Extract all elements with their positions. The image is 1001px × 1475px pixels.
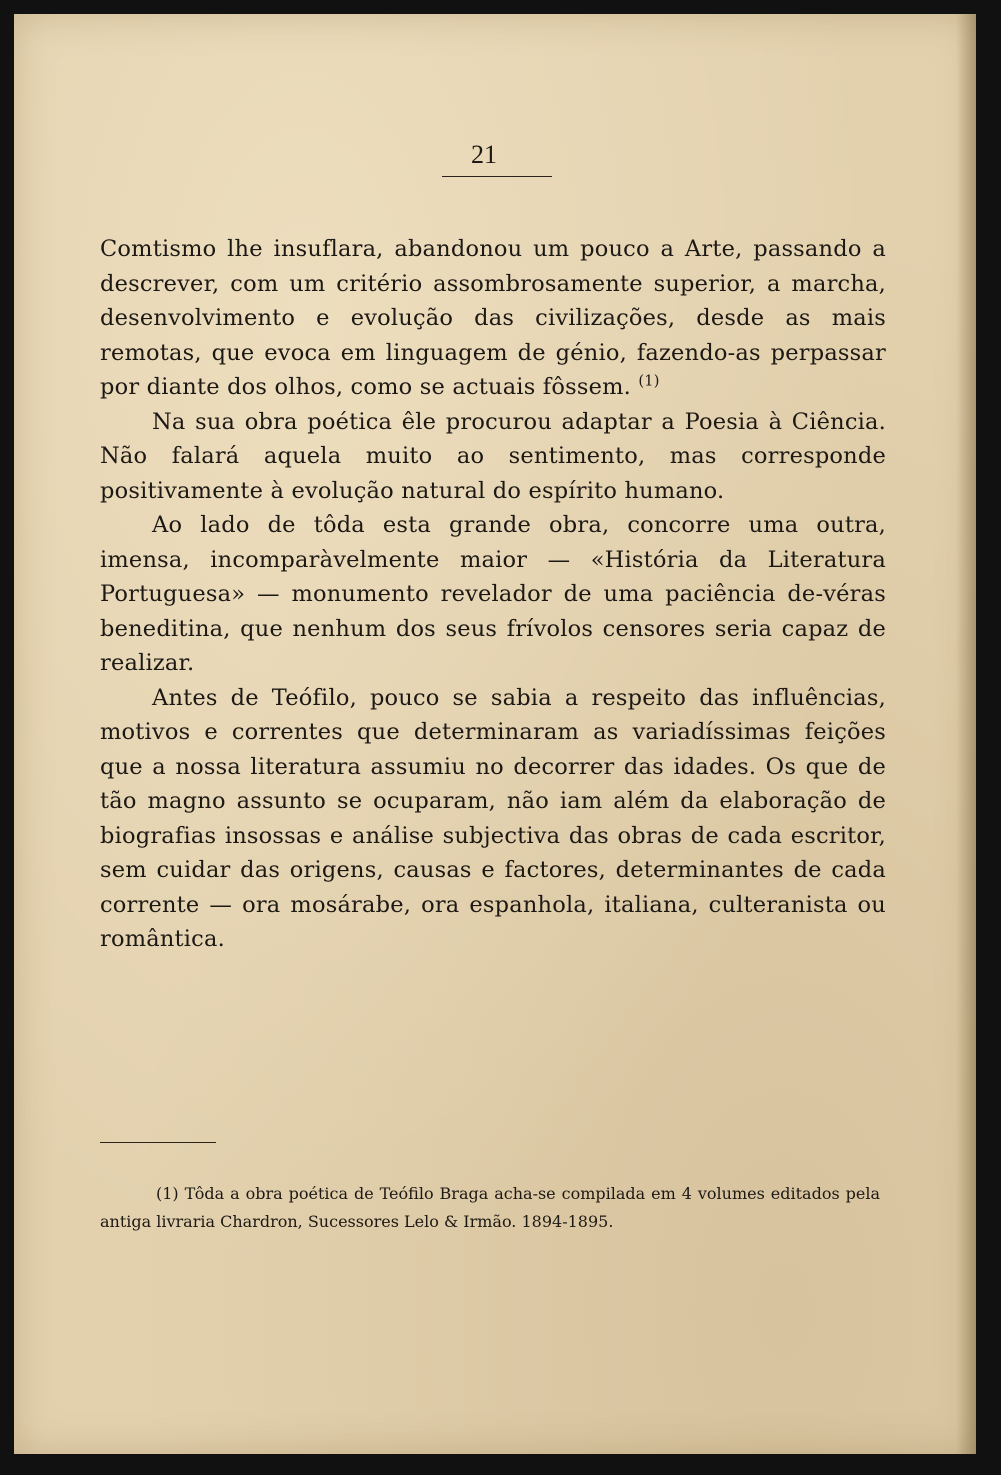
page-number: 21 (471, 140, 497, 169)
paragraph-2: Na sua obra poética êle procurou adaptar a Poesia à Ciência. Não falará aquela muito ao sentimento, mas corresponde positivamente à evolução natural do espírito humano. (100, 408, 886, 504)
paragraph-4: Antes de Teófilo, pouco se sabia a respeito das influências, motivos e correntes que determinaram as variadíssimas feições que a nossa literatura assumiu no decorrer das idades. Os que de tão magno assunto se ocuparam, não iam além da elaboração de biografias insossas e análise subjectiva das obras de cada escritor, sem cuidar das origens, causas e factores, determinantes de cada corrente — ora mosárabe, ora espanhola, italiana, culteranista ou romântica. (100, 684, 886, 952)
footnote-marker: (1) (156, 1184, 179, 1203)
page-edge-shadow (956, 14, 976, 1454)
footnote-reference: (1) (638, 372, 660, 390)
footnote-text: Tôda a obra poética de Teófilo Braga acha-se compilada em 4 volumes editados pela antiga livraria Chardron, Sucessores Lelo & Irmão. 1894-1895. (100, 1184, 880, 1231)
paragraph-1-text: Comtismo lhe insuflara, abandonou um pouco a Arte, passando a descrever, com um critério assombrosamente superior, a marcha, desenvolvimento e evolução das civilizações, desde as mais remotas, que evoca em linguagem de génio, fazendo-as perpassar por diante dos olhos, como se actuais fôssem. (100, 236, 886, 400)
paragraph-1 (100, 232, 886, 405)
footnote-rule (100, 1142, 216, 1143)
page-number-rule (442, 176, 552, 177)
paragraph-3: Ao lado de tôda esta grande obra, concorre uma outra, imensa, incomparàvelmente maior — «História da Literatura Portuguesa» — monumento revelador de uma paciência de-véras beneditina, que nenhum dos seus frívolos censores seria capaz de realizar. (100, 512, 886, 676)
book-page (14, 14, 976, 1454)
footnote-paragraph (100, 1180, 880, 1236)
body-text (100, 232, 886, 957)
footnote (100, 1180, 880, 1236)
